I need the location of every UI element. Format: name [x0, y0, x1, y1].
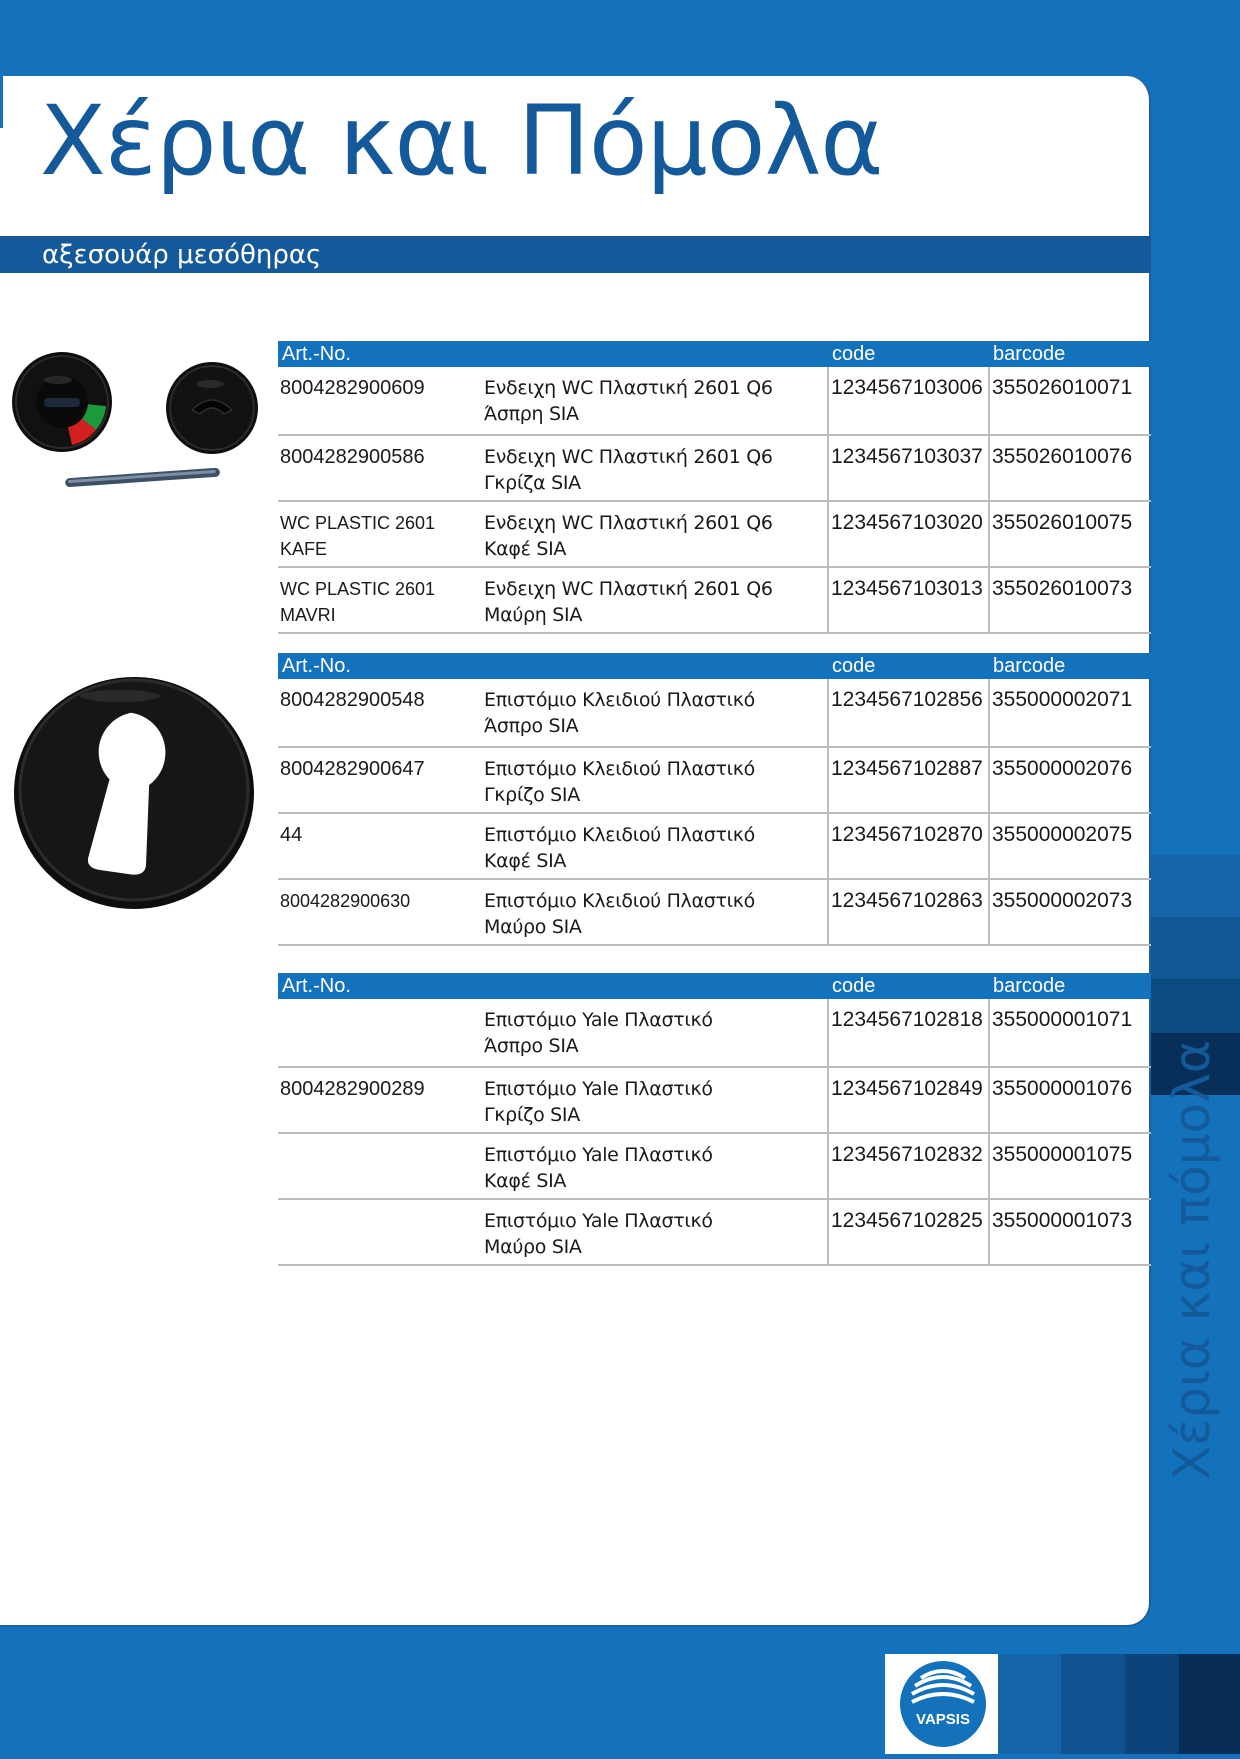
description	[482, 813, 828, 879]
code: 1234567102870	[828, 813, 989, 879]
footer-swatch	[998, 1654, 1061, 1754]
description-line-2: Καφέ SIA	[484, 538, 567, 560]
footer-swatch	[1061, 1654, 1125, 1754]
column-header-desc	[482, 653, 828, 679]
footer-separator	[0, 1627, 1240, 1654]
barcode: 355000002076	[989, 747, 1151, 813]
top-band	[0, 0, 1240, 76]
color-swatch	[1151, 855, 1240, 917]
description	[482, 999, 828, 1067]
barcode: 355026010073	[989, 567, 1151, 633]
art-no: 44	[278, 813, 482, 879]
side-title: Χέρια και πόμολα	[1163, 1040, 1221, 1480]
barcode: 355000002073	[989, 879, 1151, 945]
column-header-code: code	[828, 973, 989, 999]
column-header-barcode: barcode	[989, 653, 1151, 679]
table-row	[278, 567, 1151, 633]
art-no	[278, 1133, 482, 1199]
description-line-1: Επιστόμιο Yale Πλαστικό	[484, 1009, 713, 1031]
table-row	[278, 879, 1151, 945]
description-line-2: Καφέ SIA	[484, 850, 567, 872]
description	[482, 679, 828, 747]
art-no: 8004282900630	[278, 879, 482, 945]
table-header-row	[278, 973, 1151, 999]
key-escutcheon-image	[12, 672, 260, 912]
barcode: 355000001076	[989, 1067, 1151, 1133]
description	[482, 501, 828, 567]
table-header-row	[278, 341, 1151, 367]
column-header-art: Art.-No.	[278, 653, 482, 679]
description-line-1: Επιστόμιο Yale Πλαστικό	[484, 1210, 713, 1232]
code: 1234567103006	[828, 367, 989, 435]
column-header-barcode: barcode	[989, 973, 1151, 999]
barcode: 355026010071	[989, 367, 1151, 435]
table-row	[278, 1067, 1151, 1133]
column-header-desc	[482, 341, 828, 367]
page-subtitle: αξεσουάρ μεσόθηρας	[42, 240, 322, 270]
color-swatch	[1151, 917, 1240, 979]
barcode: 355000001075	[989, 1133, 1151, 1199]
description-line-1: Επιστόμιο Yale Πλαστικό	[484, 1078, 713, 1100]
column-header-desc	[482, 973, 828, 999]
left-edge-accent	[0, 76, 3, 128]
subtitle-bar	[0, 236, 1151, 273]
description	[482, 567, 828, 633]
table-row	[278, 999, 1151, 1067]
product-table-wc-indicators	[278, 341, 1151, 634]
footer-swatch	[1125, 1654, 1179, 1754]
code: 1234567103020	[828, 501, 989, 567]
code: 1234567102818	[828, 999, 989, 1067]
barcode: 355000002075	[989, 813, 1151, 879]
barcode: 355000001071	[989, 999, 1151, 1067]
description-line-2: Άσπρη SIA	[484, 403, 579, 425]
table-row	[278, 747, 1151, 813]
logo-text: VAPSIS	[916, 1711, 970, 1728]
column-header-code: code	[828, 653, 989, 679]
description-line-1: Ενδειχη WC Πλαστική 2601 Q6	[484, 512, 773, 534]
art-no: 8004282900289	[278, 1067, 482, 1133]
table-row	[278, 1199, 1151, 1265]
description	[482, 747, 828, 813]
product-table-yale-escutcheons	[278, 973, 1151, 1266]
column-header-barcode: barcode	[989, 341, 1151, 367]
code: 1234567102887	[828, 747, 989, 813]
code: 1234567102856	[828, 679, 989, 747]
description-line-1: Επιστόμιο Κλειδιού Πλαστικό	[484, 689, 755, 711]
code: 1234567102825	[828, 1199, 989, 1265]
description	[482, 367, 828, 435]
column-header-art: Art.-No.	[278, 973, 482, 999]
table-header-row	[278, 653, 1151, 679]
wc-indicator-image	[10, 350, 265, 505]
description	[482, 435, 828, 501]
barcode: 355026010076	[989, 435, 1151, 501]
art-no: WC PLASTIC 2601 MAVRI	[278, 567, 482, 633]
art-no: 8004282900647	[278, 747, 482, 813]
description-line-2: Γκρίζα SIA	[484, 472, 581, 494]
description-line-2: Γκρίζο SIA	[484, 1104, 580, 1126]
table-row	[278, 501, 1151, 567]
footer-swatch	[1179, 1654, 1240, 1754]
code: 1234567103013	[828, 567, 989, 633]
barcode: 355026010075	[989, 501, 1151, 567]
description-line-2: Άσπρο SIA	[484, 715, 579, 737]
product-table-key-escutcheons	[278, 653, 1151, 946]
description	[482, 879, 828, 945]
description-line-2: Μαύρο SIA	[484, 1236, 582, 1258]
table-row	[278, 435, 1151, 501]
description	[482, 1199, 828, 1265]
color-swatch	[1151, 979, 1240, 1033]
page-title: Χέρια και Πόμολα	[40, 85, 883, 197]
description-line-2: Καφέ SIA	[484, 1170, 567, 1192]
logo-box	[885, 1654, 998, 1754]
description-line-1: Επιστόμιο Κλειδιού Πλαστικό	[484, 824, 755, 846]
column-header-code: code	[828, 341, 989, 367]
art-no: 8004282900586	[278, 435, 482, 501]
table-row	[278, 367, 1151, 435]
description-line-2: Γκρίζο SIA	[484, 784, 580, 806]
table-row	[278, 1133, 1151, 1199]
art-no: 8004282900548	[278, 679, 482, 747]
description-line-1: Επιστόμιο Yale Πλαστικό	[484, 1144, 713, 1166]
table-row	[278, 679, 1151, 747]
art-no: WC PLASTIC 2601 KAFE	[278, 501, 482, 567]
description-line-2: Άσπρο SIA	[484, 1035, 579, 1057]
description-line-1: Ενδειχη WC Πλαστική 2601 Q6	[484, 578, 773, 600]
vapsis-logo	[885, 1654, 998, 1754]
description	[482, 1133, 828, 1199]
code: 1234567102832	[828, 1133, 989, 1199]
description-line-1: Ενδειχη WC Πλαστική 2601 Q6	[484, 377, 773, 399]
barcode: 355000002071	[989, 679, 1151, 747]
art-no	[278, 999, 482, 1067]
description-line-2: Μαύρο SIA	[484, 916, 582, 938]
description-line-2: Μαύρη SIA	[484, 604, 583, 626]
art-no: 8004282900609	[278, 367, 482, 435]
code: 1234567102863	[828, 879, 989, 945]
description-line-1: Επιστόμιο Κλειδιού Πλαστικό	[484, 890, 755, 912]
description-line-1: Ενδειχη WC Πλαστική 2601 Q6	[484, 446, 773, 468]
art-no	[278, 1199, 482, 1265]
column-header-art: Art.-No.	[278, 341, 482, 367]
code: 1234567103037	[828, 435, 989, 501]
code: 1234567102849	[828, 1067, 989, 1133]
table-row	[278, 813, 1151, 879]
description	[482, 1067, 828, 1133]
description-line-1: Επιστόμιο Κλειδιού Πλαστικό	[484, 758, 755, 780]
barcode: 355000001073	[989, 1199, 1151, 1265]
